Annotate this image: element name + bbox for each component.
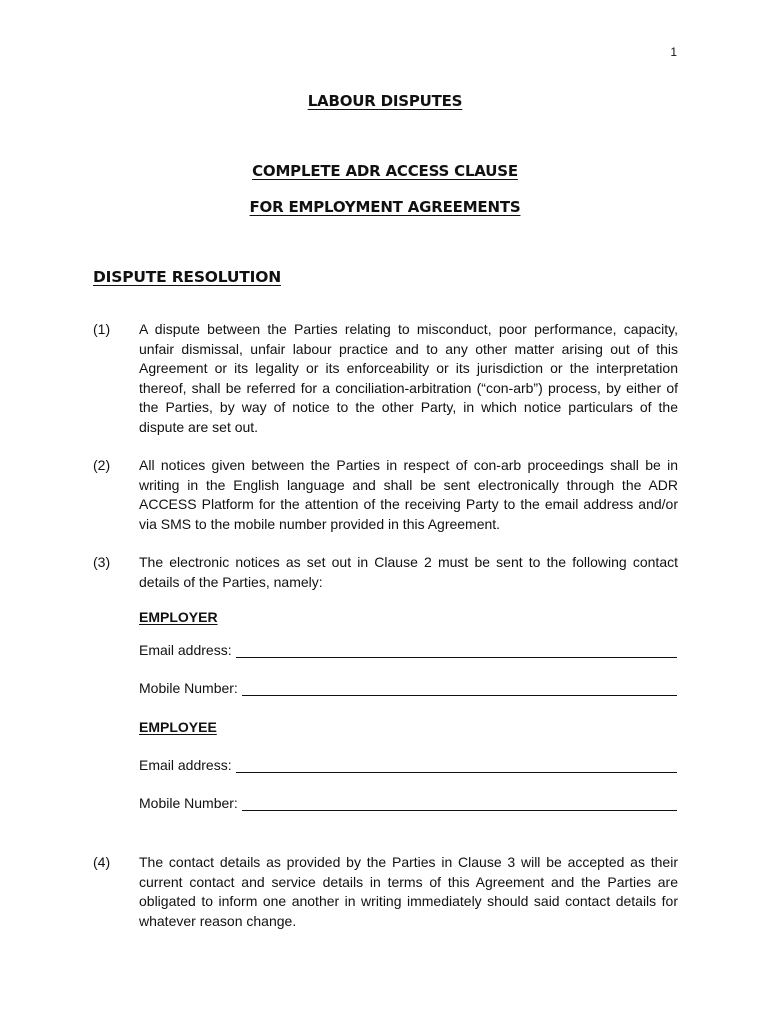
clause-number: (3) (93, 554, 111, 570)
clause-4 (93, 853, 678, 931)
employer-email-field[interactable] (139, 642, 677, 658)
employer-heading: EMPLOYER (139, 609, 218, 625)
clause-number: (1) (93, 321, 111, 337)
employer-email-label: Email address: (139, 642, 232, 658)
clause-number: (4) (93, 854, 111, 870)
employee-email-field[interactable] (139, 757, 677, 773)
clause-number: (2) (93, 457, 111, 473)
employer-mobile-label: Mobile Number: (139, 680, 238, 696)
clause-1 (93, 320, 678, 437)
employee-heading: EMPLOYEE (139, 719, 217, 735)
page-number: 1 (670, 45, 677, 59)
clause-3 (93, 553, 678, 592)
document-title: LABOUR DISPUTES (307, 92, 463, 110)
clause-text: A dispute between the Parties relating to misconduct, poor performance, capacity, unfair dismissal, unfair labour practice and to any other matter arising out of this Agreement or its legality or its enforceability or its jurisdiction or the interpretation thereof, shall be referred for a conciliation-arbitration (“con-arb”) process, by either of the Parties, by way of notice to the other Party, in which notice particulars of the dispute are set out. (139, 321, 678, 435)
employee-mobile-field[interactable] (139, 795, 677, 811)
employer-mobile-field[interactable] (139, 680, 677, 696)
document-subtitle-2: FOR EMPLOYMENT AGREEMENTS (249, 198, 521, 216)
employee-email-input-line[interactable] (236, 757, 677, 773)
clause-2 (93, 456, 678, 534)
employee-mobile-input-line[interactable] (242, 795, 677, 811)
employee-mobile-label: Mobile Number: (139, 795, 238, 811)
clause-text: All notices given between the Parties in respect of con-arb proceedings shall be in writing in the English language and shall be sent electronically through the ADR ACCESS Platform for the attention of the receiving Party to the email address and/or via SMS to the mobile number provided in this Agreement. (139, 457, 678, 532)
employer-mobile-input-line[interactable] (242, 680, 677, 696)
document-subtitle-1: COMPLETE ADR ACCESS CLAUSE (252, 162, 518, 180)
clause-text: The contact details as provided by the Parties in Clause 3 will be accepted as their current contact and service details in terms of this Agreement and the Parties are obligated to inform one another in writing immediately should said contact details for whatever reason change. (139, 854, 678, 929)
employee-email-label: Email address: (139, 757, 232, 773)
clause-text: The electronic notices as set out in Clause 2 must be sent to the following contact details of the Parties, namely: (139, 554, 678, 590)
section-heading-dispute-resolution: DISPUTE RESOLUTION (93, 268, 281, 286)
employer-email-input-line[interactable] (236, 642, 677, 658)
